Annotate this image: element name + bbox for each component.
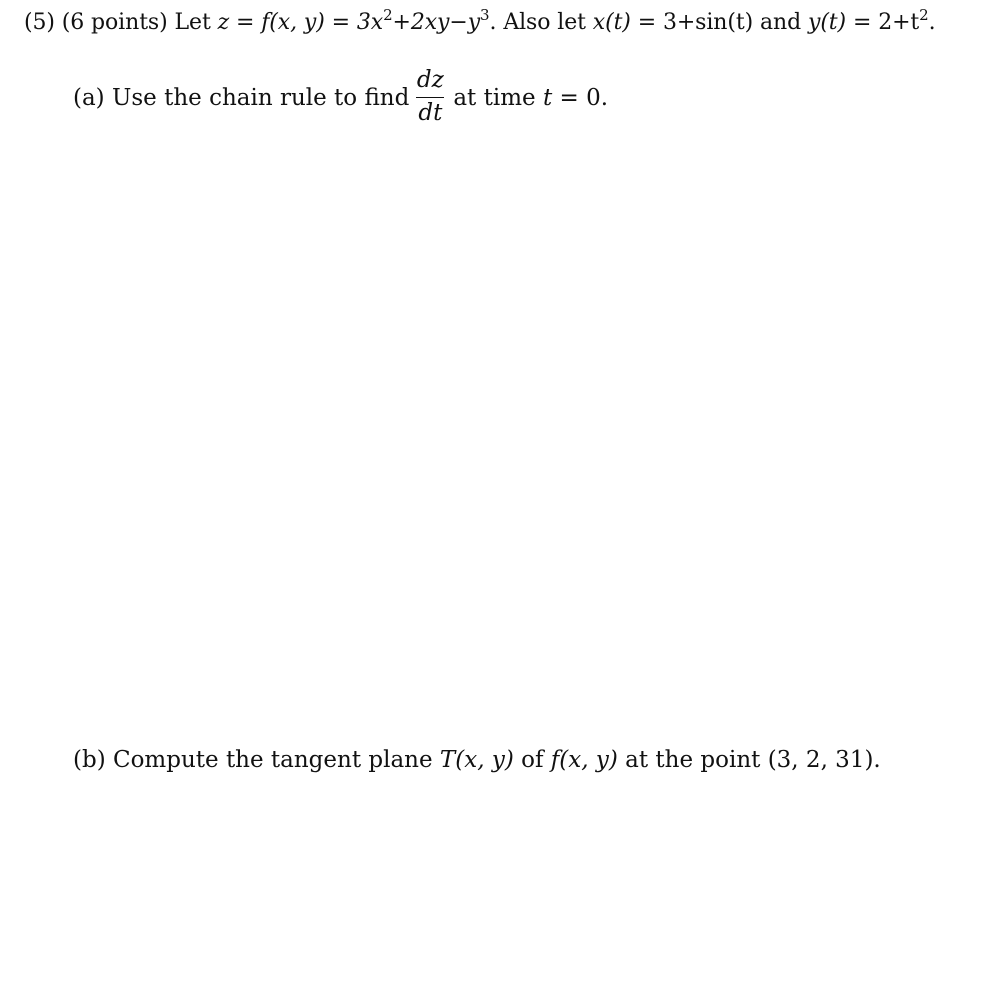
- part-a-question: [73, 67, 609, 127]
- exponent: 2: [383, 6, 393, 24]
- y-expression: 2+t: [878, 10, 920, 35]
- time-value: 0.: [586, 85, 609, 111]
- period: .: [489, 10, 497, 35]
- equals-sign: =: [331, 10, 350, 35]
- period: .: [928, 10, 936, 35]
- part-a-label: (a): [73, 85, 105, 111]
- part-a-text-after: at time: [453, 85, 536, 111]
- exponent: 3: [480, 6, 490, 24]
- t-variable: t: [542, 85, 553, 111]
- equals-sign: =: [852, 10, 872, 35]
- f-notation: f(x, y): [550, 747, 618, 773]
- dz-dt-fraction: [415, 69, 445, 125]
- let-word: Let: [174, 10, 211, 35]
- x-of-t: x(t): [592, 10, 631, 35]
- part-a-text: Use the chain rule to find: [111, 85, 410, 111]
- x-expression: 3+sin(t): [662, 10, 754, 35]
- part-b-label: (b): [73, 747, 106, 773]
- part-b-text-1: Compute the tangent plane: [112, 747, 433, 773]
- f-notation: f(x, y): [261, 10, 325, 35]
- part-b-question: [73, 749, 881, 772]
- equals-sign: =: [236, 10, 255, 35]
- part-b-text-3: at the point: [625, 747, 761, 773]
- problem-number: (5): [24, 10, 55, 35]
- problem-statement: [24, 6, 936, 35]
- fraction-denominator: dt: [418, 100, 443, 126]
- z-variable: z: [217, 10, 230, 35]
- y-of-t: y(t): [807, 10, 847, 35]
- function-term-2: +2xy−y: [392, 10, 481, 35]
- also-let-text: Also let: [503, 10, 586, 35]
- equals-sign: =: [637, 10, 657, 35]
- part-b-text-2: of: [521, 747, 544, 773]
- and-word: and: [760, 10, 802, 35]
- fraction-numerator: dz: [416, 67, 444, 93]
- equals-sign: =: [559, 85, 579, 111]
- exponent: 2: [919, 6, 929, 24]
- tangent-plane-notation: T(x, y): [439, 747, 514, 773]
- function-term-1: 3x: [356, 10, 384, 35]
- fraction-bar: [416, 97, 444, 98]
- problem-points: (6 points): [61, 10, 168, 35]
- point-coordinates: (3, 2, 31).: [767, 747, 881, 773]
